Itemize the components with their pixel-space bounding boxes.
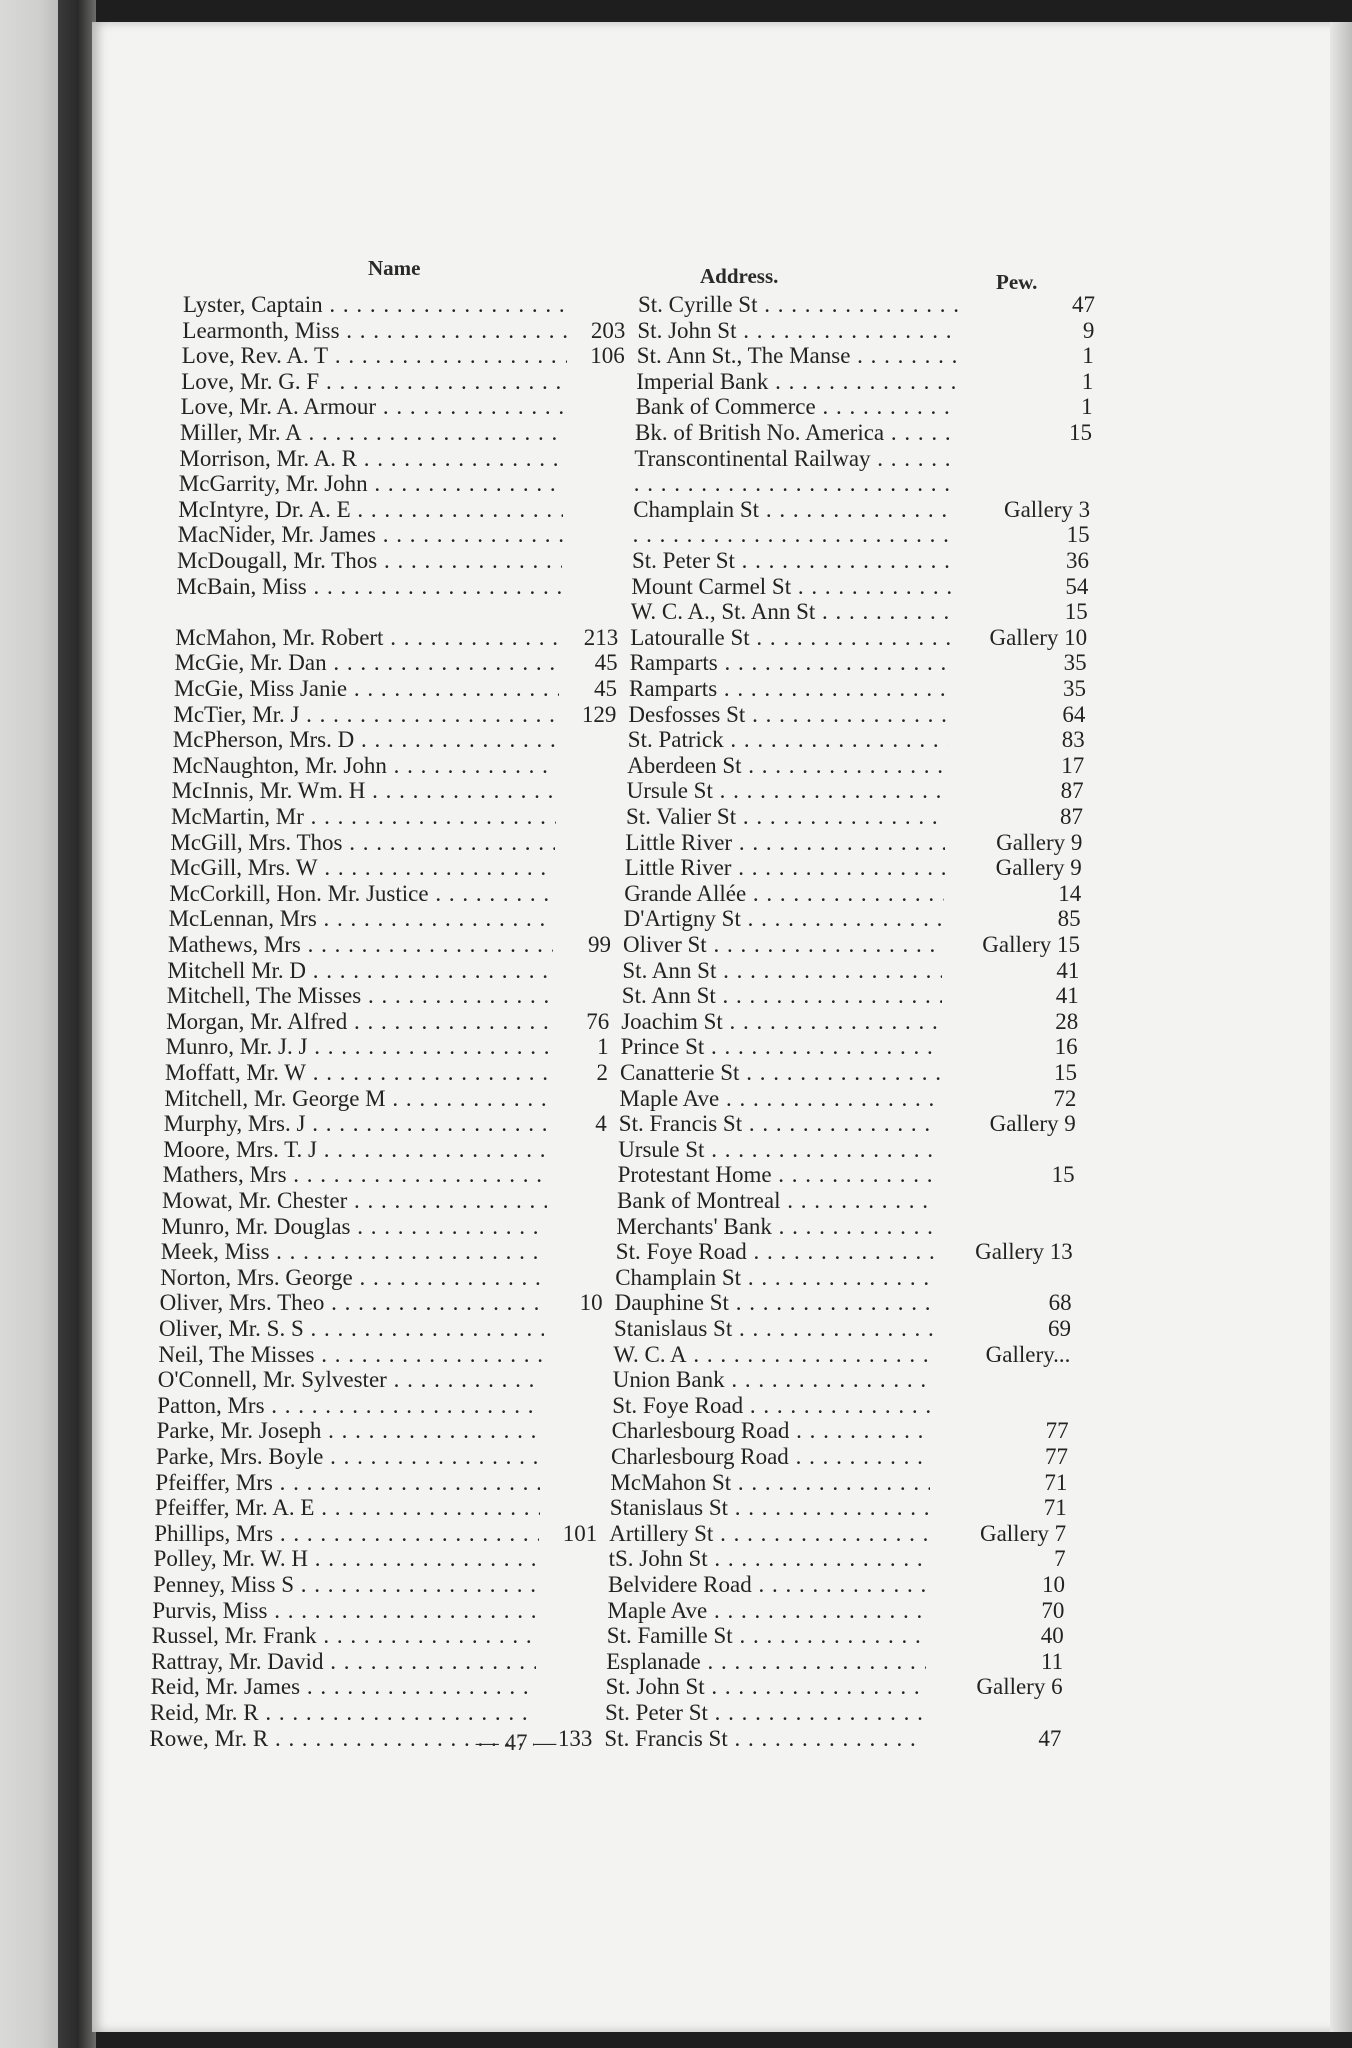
person-name: McPherson, Mrs. D . . . — [173, 727, 558, 753]
table-row — [0, 676, 1352, 702]
address: St. John St . . . — [606, 1674, 926, 1700]
table-row — [0, 292, 1352, 318]
address: St. Cyrille St . . . — [638, 292, 958, 318]
person-name: Mitchell, The Misses . . . — [167, 983, 552, 1009]
address: St. Francis St . . . — [619, 1111, 939, 1137]
pew-number: 71 — [1044, 1469, 1068, 1495]
table-row — [0, 1214, 1352, 1240]
table-row — [0, 1572, 1352, 1598]
person-name: Parke, Mr. Joseph . . . — [157, 1418, 542, 1444]
table-row — [0, 727, 1352, 753]
pew-number: Gallery 7 — [979, 1520, 1067, 1546]
person-name: Oliver, Mr. S. S . . . — [159, 1316, 544, 1342]
person-name: McGie, Mr. Dan . . . — [175, 650, 560, 676]
table-row — [0, 343, 1352, 369]
pew-number: 70 — [1041, 1597, 1065, 1623]
address: Joachim St . . . — [621, 1009, 941, 1035]
pew-number: 71 — [1043, 1495, 1067, 1521]
address: Dauphine St . . . — [615, 1290, 935, 1316]
table-row — [0, 1393, 1352, 1419]
person-name: Moore, Mrs. T. J . . . — [163, 1137, 548, 1163]
person-name: Miller, Mr. A . . . — [180, 420, 565, 446]
pew-number: 47 — [1038, 1725, 1062, 1751]
pew-number: Gallery 3 — [1003, 496, 1091, 522]
address: St. Valier St . . . — [626, 804, 946, 830]
pew-number: 15 — [1066, 522, 1090, 548]
address: Champlain St . . . — [615, 1265, 935, 1291]
table-row — [0, 420, 1352, 446]
person-name: Love, Mr. G. F . . . — [181, 369, 566, 395]
pew-number: 69 — [1048, 1316, 1071, 1341]
person-name: Munro, Mr. J. J . . . — [166, 1034, 551, 1060]
address: Belvidere Road . . . — [608, 1572, 928, 1598]
table-row — [0, 369, 1352, 395]
person-name: Morgan, Mr. Alfred . . . — [166, 1009, 551, 1035]
house-number: 133 — [557, 1725, 593, 1751]
address: St. Ann St . . . — [622, 958, 942, 984]
table-row — [0, 497, 1352, 523]
table-row — [0, 1239, 1352, 1265]
table-row — [0, 574, 1352, 600]
person-name: Russel, Mr. Frank . . . — [152, 1623, 537, 1649]
table-row — [0, 1649, 1352, 1675]
address: St. Foye Road . . . — [616, 1239, 936, 1265]
person-name: McGill, Mrs. W . . . — [170, 855, 555, 881]
address: Aberdeen St . . . — [627, 753, 947, 779]
person-name: Parke, Mrs. Boyle . . . — [156, 1444, 541, 1470]
pew-number: 41 — [1055, 983, 1079, 1009]
person-name: Purvis, Miss . . . — [152, 1598, 537, 1624]
person-name: Mathews, Mrs . . . — [168, 932, 553, 958]
person-name: McNaughton, Mr. John . . . — [172, 753, 557, 779]
person-name: Pfeiffer, Mr. A. E . . . — [155, 1495, 540, 1521]
house-number: 101 — [562, 1520, 598, 1546]
table-row — [0, 1034, 1352, 1060]
table-row — [0, 906, 1352, 932]
address-column-header: Address. — [700, 264, 779, 288]
table-row — [0, 1521, 1352, 1547]
person-name: Lyster, Captain . . . — [183, 292, 568, 318]
name-column-header: Name — [368, 256, 421, 280]
person-name: McIntyre, Dr. A. E . . . — [178, 497, 563, 523]
pew-number: 83 — [1061, 727, 1085, 753]
pew-number: 35 — [1063, 676, 1086, 701]
address: Charlesbourg Road . . . — [611, 1444, 931, 1470]
person-name: McCorkill, Hon. Mr. Justice . . . — [169, 881, 554, 907]
address: Ramparts . . . — [630, 650, 950, 676]
pew-number: 16 — [1054, 1034, 1078, 1060]
address: W. C. A . . . — [613, 1342, 933, 1368]
address — [633, 522, 953, 548]
house-number: 4 — [595, 1111, 607, 1137]
address: Prince St . . . — [621, 1034, 941, 1060]
pew-number: 1 — [1082, 343, 1094, 369]
table-row — [0, 702, 1352, 728]
person-name: Reid, Mr. R . . . — [150, 1700, 535, 1726]
address: Maple Ave . . . — [619, 1086, 939, 1112]
pew-number: 15 — [1051, 1162, 1075, 1188]
house-number: 129 — [581, 701, 617, 727]
pew-number: 17 — [1061, 752, 1085, 778]
table-row — [0, 1418, 1352, 1444]
pew-number: Gallery 6 — [976, 1674, 1063, 1700]
table-row — [0, 394, 1352, 420]
person-name: Phillips, Mrs . . . — [154, 1521, 539, 1547]
table-row — [0, 318, 1352, 344]
house-number: 203 — [590, 317, 626, 343]
table-row — [0, 650, 1352, 676]
address: Grande Allée . . . — [624, 881, 944, 907]
person-name: McLennan, Mrs . . . — [169, 906, 554, 932]
house-number: 213 — [583, 624, 619, 650]
address: Little River . . . — [625, 855, 945, 881]
house-number: 45 — [594, 650, 618, 676]
address: Champlain St . . . — [633, 497, 953, 523]
table-row — [0, 753, 1352, 779]
address: St. Patrick . . . — [628, 727, 948, 753]
pew-number: Gallery... — [985, 1341, 1071, 1367]
table-row — [0, 471, 1352, 497]
person-name: MacNider, Mr. James . . . — [178, 522, 563, 548]
person-name: Mitchell, Mr. George M . . . — [164, 1086, 549, 1112]
person-name: Mathers, Mrs . . . — [163, 1162, 548, 1188]
pew-number: 1 — [1081, 368, 1094, 394]
person-name: Munro, Mr. Douglas . . . — [161, 1214, 546, 1240]
table-row — [0, 1495, 1352, 1521]
table-row — [0, 625, 1352, 651]
person-name: Meek, Miss . . . — [161, 1239, 546, 1265]
table-row — [0, 1342, 1352, 1368]
table-row — [0, 881, 1352, 907]
address: Maple Ave . . . — [607, 1598, 927, 1624]
pew-number: 14 — [1058, 880, 1082, 906]
table-row — [0, 1546, 1352, 1572]
pew-number: Gallery 15 — [982, 932, 1080, 957]
table-row — [0, 1009, 1352, 1035]
pew-number: 11 — [1041, 1648, 1064, 1674]
house-number: 10 — [579, 1290, 603, 1316]
house-number: 106 — [590, 343, 625, 369]
address: Stanislaus St . . . — [614, 1316, 934, 1342]
address: Imperial Bank . . . — [636, 369, 956, 395]
table-row — [0, 522, 1352, 548]
pew-number: 1 — [1081, 394, 1093, 420]
person-name: Murphy, Mrs. J . . . — [164, 1111, 549, 1137]
address: St. Francis St . . . — [604, 1726, 924, 1752]
person-name: O'Connell, Mr. Sylvester . . . — [158, 1367, 543, 1393]
address: Latouralle St . . . — [630, 625, 950, 651]
table-row — [0, 548, 1352, 574]
address: Stanislaus St . . . — [610, 1495, 930, 1521]
address: St. Peter St . . . — [632, 548, 952, 574]
person-name: Rattray, Mr. David . . . — [151, 1649, 536, 1675]
address: St. Ann St., The Manse . . . — [637, 343, 957, 369]
person-name: McBain, Miss . . . — [176, 574, 561, 600]
pew-number: 85 — [1057, 906, 1081, 932]
address: St. Peter St . . . — [605, 1700, 925, 1726]
person-name: McGarrity, Mr. John . . . — [179, 471, 564, 497]
person-name: Love, Mr. A. Armour . . . — [181, 394, 566, 420]
table-row — [0, 1111, 1352, 1137]
person-name: Morrison, Mr. A. R . . . — [179, 446, 564, 472]
person-name: Norton, Mrs. George . . . — [160, 1265, 545, 1291]
person-name: McGie, Miss Janie . . . — [174, 676, 559, 702]
table-row — [0, 983, 1352, 1009]
person-name: McMahon, Mr. Robert . . . — [175, 625, 560, 651]
person-name: McGill, Mrs. Thos . . . — [170, 830, 555, 856]
pew-number: 10 — [1042, 1572, 1065, 1597]
pew-number: Gallery 10 — [989, 624, 1088, 650]
pew-number: 15 — [1064, 599, 1088, 625]
person-name: Learmonth, Miss . . . — [182, 318, 567, 344]
table-row — [0, 1623, 1352, 1649]
pew-number: 9 — [1082, 317, 1095, 343]
person-name: Polley, Mr. W. H . . . — [154, 1546, 539, 1572]
pew-number: 15 — [1054, 1060, 1077, 1085]
person-name: McDougall, Mr. Thos . . . — [177, 548, 562, 574]
table-row — [0, 1316, 1352, 1342]
pew-number: 47 — [1072, 292, 1095, 317]
person-name: Penney, Miss S . . . — [153, 1572, 538, 1598]
pew-number: Gallery 9 — [989, 1111, 1076, 1137]
table-row — [0, 1086, 1352, 1112]
address: St. Ann St . . . — [622, 983, 942, 1009]
address: Canatterie St . . . — [620, 1060, 940, 1086]
address: Ramparts . . . — [629, 676, 949, 702]
person-name: Pfeiffer, Mrs . . . — [155, 1470, 540, 1496]
address: Oliver St . . . — [623, 932, 943, 958]
page-number: — 47 — — [475, 1730, 557, 1755]
table-row — [0, 446, 1352, 472]
address: Bank of Montreal . . . — [617, 1188, 937, 1214]
house-number: 99 — [588, 932, 611, 957]
house-number: 2 — [596, 1060, 608, 1085]
address: Ursule St . . . — [627, 778, 947, 804]
address — [634, 471, 954, 497]
pew-number: 36 — [1066, 548, 1089, 573]
address: Bk. of British No. America . . . — [635, 420, 955, 446]
address: Bank of Commerce . . . — [636, 394, 956, 420]
pew-number: 64 — [1062, 701, 1086, 727]
table-row — [0, 1265, 1352, 1291]
pew-number: 77 — [1045, 1418, 1069, 1444]
person-name: Love, Rev. A. T . . . — [182, 343, 567, 369]
address: St. Famille St . . . — [607, 1623, 927, 1649]
pew-number: Gallery 9 — [996, 829, 1083, 855]
house-number: 1 — [597, 1034, 609, 1060]
table-row — [0, 804, 1352, 830]
pew-number: Gallery 13 — [975, 1239, 1073, 1265]
table-row — [0, 1162, 1352, 1188]
address: Artillery St . . . — [609, 1521, 929, 1547]
table-row — [0, 855, 1352, 881]
pew-number: 28 — [1055, 1008, 1079, 1034]
person-name: Rowe, Mr. R . . . — [149, 1726, 534, 1752]
pew-number: 87 — [1060, 804, 1083, 829]
table-row — [0, 1188, 1352, 1214]
table-row — [0, 1137, 1352, 1163]
address: St. Foye Road . . . — [612, 1393, 932, 1419]
table-row — [0, 1598, 1352, 1624]
pew-number: 41 — [1056, 957, 1080, 983]
address: Merchants' Bank . . . — [616, 1214, 936, 1240]
person-name: Mowat, Mr. Chester . . . — [162, 1188, 547, 1214]
table-row — [0, 1444, 1352, 1470]
pew-number: 40 — [1040, 1623, 1064, 1649]
pew-number: 77 — [1045, 1444, 1068, 1469]
address: tS. John St . . . — [609, 1546, 929, 1572]
pew-number: 87 — [1060, 778, 1084, 804]
address: D'Artigny St . . . — [624, 906, 944, 932]
address: Mount Carmel St . . . — [631, 574, 951, 600]
house-number: 45 — [594, 676, 617, 701]
pew-number: 7 — [1054, 1546, 1066, 1572]
table-row — [0, 932, 1352, 958]
address: Little River . . . — [625, 830, 945, 856]
person-name: Neil, The Misses . . . — [158, 1342, 543, 1368]
pew-column-header: Pew. — [996, 270, 1038, 294]
address: Union Bank . . . — [613, 1367, 933, 1393]
person-name: Mitchell Mr. D . . . — [167, 958, 552, 984]
person-name: McTier, Mr. J . . . — [173, 702, 558, 728]
person-name: McMartin, Mr . . . — [171, 804, 556, 830]
table-row — [0, 1674, 1352, 1700]
pew-number: 15 — [1069, 420, 1092, 445]
person-name: Patton, Mrs . . . — [157, 1393, 542, 1419]
table-row — [0, 958, 1352, 984]
pew-number: 54 — [1065, 573, 1089, 599]
address: Charlesbourg Road . . . — [612, 1418, 932, 1444]
address: Transcontinental Railway . . . — [634, 446, 954, 472]
house-number: 76 — [586, 1008, 610, 1034]
table-row — [0, 1367, 1352, 1393]
person-name: McInnis, Mr. Wm. H . . . — [172, 778, 557, 804]
address: W. C. A., St. Ann St . . . — [631, 599, 951, 625]
table-row — [0, 1470, 1352, 1496]
person-name: Oliver, Mrs. Theo . . . — [160, 1290, 545, 1316]
person-name: Moffatt, Mr. W . . . — [165, 1060, 550, 1086]
table-row — [0, 1060, 1352, 1086]
address: Protestant Home . . . — [618, 1162, 938, 1188]
address: St. John St . . . — [637, 318, 957, 344]
table-row — [0, 830, 1352, 856]
pew-number: 72 — [1053, 1085, 1077, 1111]
address: Ursule St . . . — [618, 1137, 938, 1163]
pew-number: 68 — [1048, 1290, 1072, 1316]
address: McMahon St . . . — [610, 1470, 930, 1496]
pew-number: 35 — [1063, 650, 1087, 676]
pew-number: Gallery 9 — [995, 855, 1082, 881]
person-name: Reid, Mr. James . . . — [151, 1674, 536, 1700]
table-row — [0, 778, 1352, 804]
table-row — [0, 1290, 1352, 1316]
table-row — [0, 599, 1352, 625]
table-row — [0, 1700, 1352, 1726]
address: Esplanade . . . — [606, 1649, 926, 1675]
address: Desfosses St . . . — [628, 702, 948, 728]
